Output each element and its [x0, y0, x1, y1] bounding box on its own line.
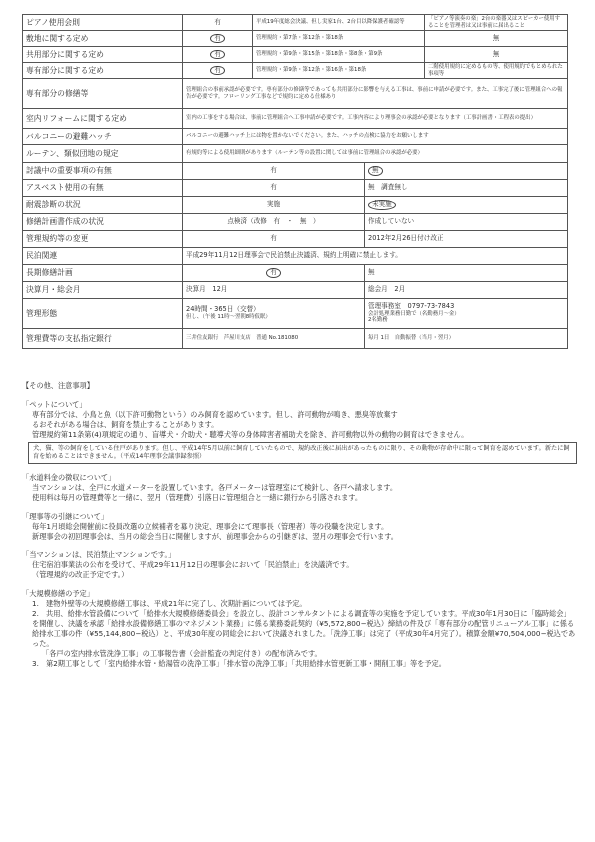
board-handover-section — [22, 512, 577, 542]
row-value-status: 有 — [183, 15, 253, 31]
row-option-right: 無 — [365, 265, 568, 282]
section-line: 毎年1月頃総会開催前に役員改選の立候補者を募り決定、理事会にて理事長（管理者）等の役職を決定します。 — [32, 521, 389, 531]
section-line: 当マンションは、全戸に水道メーターを設置しています。各戸メーターは管理室にて検針し、各戸へ請求します。 — [32, 482, 398, 492]
table-row — [23, 265, 568, 282]
selected-circle-mark: 未実施 — [368, 200, 396, 210]
row-label: 専有部分の修繕等 — [23, 79, 183, 109]
row-value-note: 二階使用規約に定めるもの等、使用規約でもとめられた事項等 — [425, 63, 568, 79]
row-label: 共用部分に関する定め — [23, 47, 183, 63]
table-row — [23, 197, 568, 214]
row-option-right: 無 調査無し — [365, 180, 568, 197]
table-row — [23, 163, 568, 180]
selected-circle-mark: 有 — [266, 268, 281, 278]
row-value-note: 無 — [425, 47, 568, 63]
table-row — [23, 129, 568, 145]
row-label: 専有部分に関する定め — [23, 63, 183, 79]
row-value-meeting: 総会月 2月 — [365, 282, 568, 299]
table-row — [23, 47, 568, 63]
table-row — [23, 282, 568, 299]
water-fee-section — [22, 473, 577, 503]
row-option-left: 実施 — [183, 197, 365, 214]
row-label: 敷地に関する定め — [23, 31, 183, 47]
table-row — [23, 299, 568, 329]
table-row — [23, 329, 568, 349]
property-info-table — [22, 14, 568, 349]
selected-circle-mark: 有 — [210, 66, 225, 76]
row-label: 修繕計画書作成の状況 — [23, 214, 183, 231]
repair-item: 3. 第2期工事として「室内給排水管・給湯管の洗浄工事」「排水管の洗浄工事」「共用給排水管更新工事・開削工事」等を予定。 — [32, 658, 446, 668]
pet-section — [22, 400, 577, 464]
row-value-text: 管理組合の事前承認が必要です。専有部分の修繕等であっても共用部分に影響を与える工事は、事前に申請が必要です。また、工事完了後に管理組合への報告が必要です。フローリング工事などで規約に定める仕様あり — [183, 79, 568, 109]
row-value-status — [183, 63, 253, 79]
row-label: 管理費等の支払指定銀行 — [23, 329, 183, 349]
notes-section — [22, 381, 577, 669]
selected-circle-mark: 無 — [368, 166, 383, 176]
notes-heading: 【その他、注意事項】 — [22, 381, 94, 390]
row-option-left: 有 — [183, 180, 365, 197]
section-line: るおそれがある場合は、飼育を禁止することがあります。 — [32, 419, 219, 429]
major-repair-section — [22, 589, 577, 669]
row-option-right — [365, 197, 568, 214]
row-value-detail: 平成19年度総会決議、但し実家1台、2台目以降保護者確認等 — [253, 15, 425, 31]
row-option-left: 有 — [183, 163, 365, 180]
section-line: 住宅宿泊事業法の公布を受けて、平成29年11月12日の理事会において「民泊禁止」を決議済です。 — [32, 560, 354, 570]
row-value-status — [183, 47, 253, 63]
row-value-office: 管理事務室 0797-73-7843 会計処理業務日勤で（名勤務月〜金） 2名勤務 — [365, 299, 568, 329]
row-option-left: 点検済（改修 有 ・ 無 ） — [183, 214, 365, 231]
repair-item-note: 「各戸の室内排水管洗浄工事」の工事報告書（会計監査の判定付き）の配布済みです。 — [42, 648, 322, 658]
section-line: 使用料は毎月の管理費等と一緒に、翌月（管理費）引落日に管理組合と一緒に銀行から引落されます。 — [32, 492, 363, 502]
table-row — [23, 63, 568, 79]
section-title: 「理事等の引継について」 — [22, 511, 109, 521]
section-title: 「当マンションは、民泊禁止マンションです。」 — [22, 550, 176, 560]
table-row — [23, 109, 568, 129]
section-title: 「大規模修繕の予定」 — [22, 589, 94, 599]
row-value-detail: 管理規約・第9条・第12条・第16条・第18条 — [253, 63, 425, 79]
row-label: 室内リフォームに関する定め — [23, 109, 183, 129]
row-option-left: 有 — [183, 231, 365, 248]
row-option-right — [365, 163, 568, 180]
row-value-shift: 24時間・365日（交替） 但し、（午後 11時〜翌朝8時仮眠） — [183, 299, 365, 329]
row-value-text: 有規約等による使用細則があります（ルーテン等の設置に関しては事前に管理組合の承認が必要） — [183, 145, 568, 163]
row-label: 耐震診断の状況 — [23, 197, 183, 214]
row-label: 決算月・総会月 — [23, 282, 183, 299]
section-line: （管理規約の改正予定です。） — [32, 570, 129, 580]
repair-item: 2. 共用、給排水管設備について「給排水大規模修繕委員会」を設立し、設計コンサルタントによる調査等の実施を予定しています。平成30年1月30日に「臨時総会」を開催し、決議を承認「給排水設備修繕工事のマネジメント業務」に係る業務委託契約（¥5,572,800−税込）締結の件及び「専有部分の配管リニューアル工事」に係る給排水工事の件（¥55,144,800−税込）と、平成30年度の同総会において決議されました。「洗浄工事」は完了（平成30年4月完了）。積算金額¥70,504,000−税込であった。 — [32, 609, 576, 648]
pet-notice-box: 犬、猫、等の飼育をしている住戸があります。但し、平成14年5月以前に飼育していたもので、規約改正後に届出があったものに限り、その動物が存命中に限って飼育を認めています。新たに飼育を始めることはできません。（平成14年理事会議事録参照） — [28, 442, 577, 464]
table-row — [23, 248, 568, 265]
repair-item: 1. 建物外壁等の大規模修繕工事は、平成21年に完了し、次期計画については予定。 — [32, 599, 307, 609]
row-option-right: 作成していない — [365, 214, 568, 231]
row-value-bank: 三井住友銀行 芦屋川支店 普通 No.181080 — [183, 329, 365, 349]
row-label: バルコニーの避難ハッチ — [23, 129, 183, 145]
table-row — [23, 79, 568, 109]
table-row — [23, 15, 568, 31]
section-title: 「水道料金の徴収について」 — [22, 472, 116, 482]
row-label: ルーテン、類似団地の規定 — [23, 145, 183, 163]
row-value-detail: 管理規約・第7条・第12条・第18条 — [253, 31, 425, 47]
row-value-text: 室内の工事をする場合は、事前に管理組合へ工事申請が必要です。工事内容により理事会の承認が必要となります（工事計画書・工程表の提出） — [183, 109, 568, 129]
row-value-status — [183, 31, 253, 47]
section-line: 新理事会の初回理事会は、当月の総会当日に開催しますが、前理事会からの引継ぎは、翌月の理事会で行います。 — [32, 531, 398, 541]
row-label: 管理規約等の変更 — [23, 231, 183, 248]
row-label: ピアノ使用会則 — [23, 15, 183, 31]
row-label: 長期修繕計画 — [23, 265, 183, 282]
row-label: 民泊関連 — [23, 248, 183, 265]
table-row — [23, 145, 568, 163]
row-label: 討議中の重要事項の有無 — [23, 163, 183, 180]
row-value-text: 平成29年11月12日理事会で民泊禁止決議済、規約上明確に禁止します。 — [183, 248, 568, 265]
row-option-left — [183, 265, 365, 282]
section-title: 「ペットについて」 — [22, 399, 87, 409]
row-label: アスベスト使用の有無 — [23, 180, 183, 197]
row-value-detail: 管理規約・第9条・第15条・第18条・第8条・第9条 — [253, 47, 425, 63]
row-value-text: バルコニーの避難ハッチ上には物を置かないでください。また、ハッチの点検に協力をお願いします — [183, 129, 568, 145]
table-row — [23, 231, 568, 248]
selected-circle-mark: 有 — [210, 50, 225, 60]
row-value-note: 無 — [425, 31, 568, 47]
section-line: 専有部分では、小鳥と魚（以下許可動物という）のみ飼育を認めています。但し、許可動物が鳴き、悪臭等放棄す — [32, 409, 398, 419]
row-option-right: 2012年2月26日付け改正 — [365, 231, 568, 248]
row-label: 管理形態 — [23, 299, 183, 329]
row-value-fiscal: 決算月 12月 — [183, 282, 365, 299]
section-line: 管理規約第11条第(4)項規定の通り、盲導犬・介助犬・聴導犬等の身体障害者補助犬を除き、許可動物以外の動物の飼育はできません。 — [32, 429, 469, 439]
row-value-payment: 毎月 1日 自動振替（当月・翌月） — [365, 329, 568, 349]
table-row — [23, 31, 568, 47]
table-row — [23, 180, 568, 197]
minpaku-section — [22, 550, 577, 580]
table-row — [23, 214, 568, 231]
row-value-note: 「ピアノ等演奏の楽」2台の楽器又はスピーカー使用することを管理者は又は事前に届出ること — [425, 15, 568, 31]
selected-circle-mark: 有 — [210, 34, 225, 44]
